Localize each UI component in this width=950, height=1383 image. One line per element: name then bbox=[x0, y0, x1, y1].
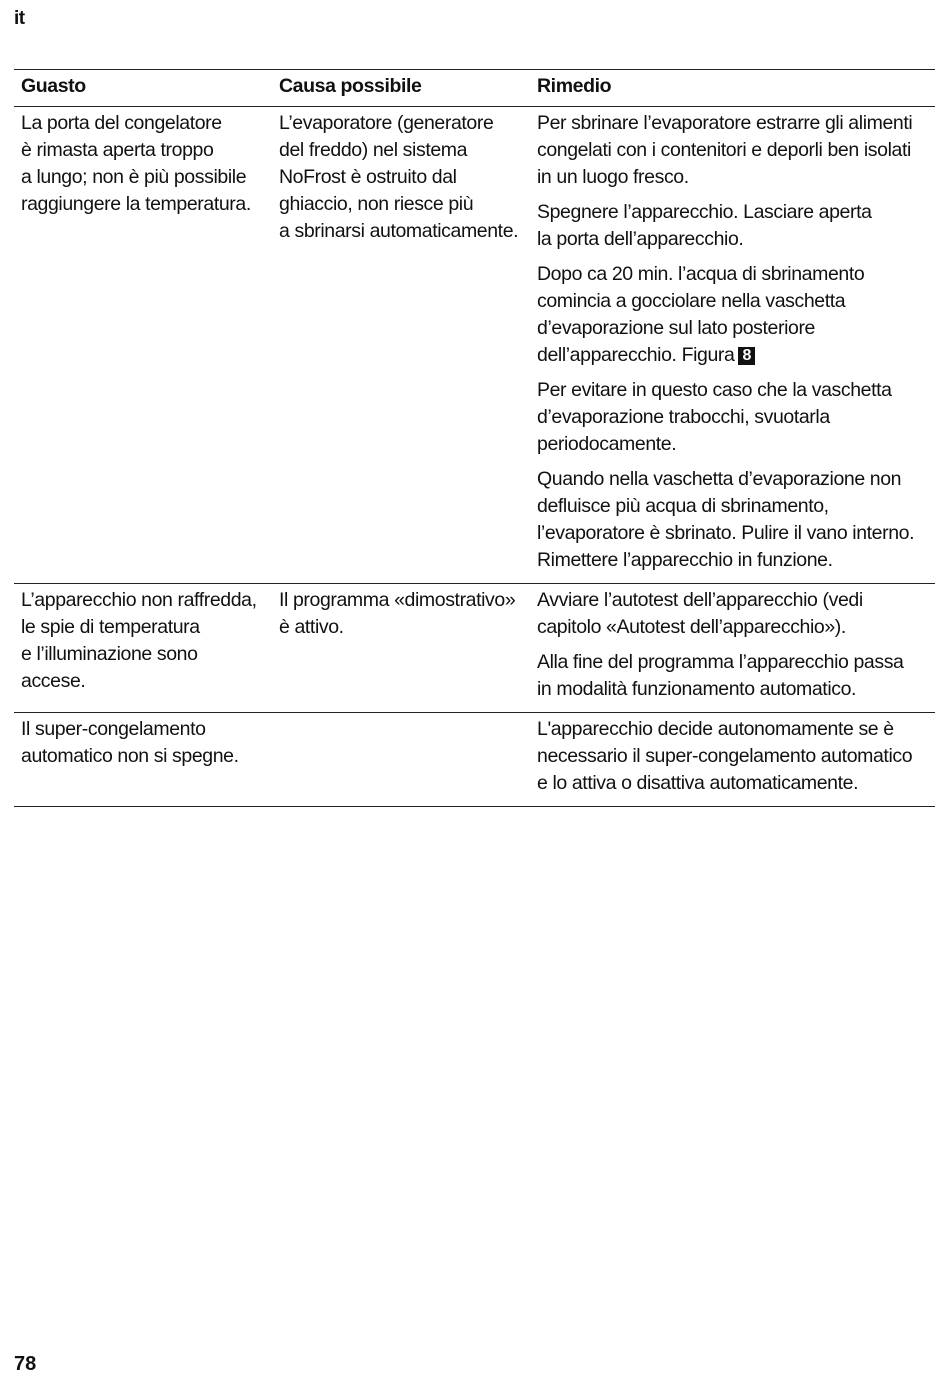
remedy-paragraph: Per sbrinare l’evaporatore estrarre gli alimenti congelati con i contenitori e deporli ben isolati in un luogo fresco. bbox=[537, 112, 913, 188]
remedy-paragraph: L'apparecchio decide autonomamente se è necessario il super-congelamento automatico e lo attiva o disattiva automaticamente. bbox=[537, 718, 913, 794]
fault-cell bbox=[14, 713, 272, 807]
table-row bbox=[14, 584, 935, 713]
column-header-remedy: Rimedio bbox=[537, 75, 612, 97]
remedy-paragraph: Avviare l’autotest dell’apparecchio (vedi capitolo «Autotest dell’apparecchio»). bbox=[537, 589, 863, 638]
cause-text: L’evaporatore (generatore del freddo) nel sistema NoFrost è ostruito dal ghiaccio, non riesce più a sbrinarsi automaticamente. bbox=[279, 112, 519, 242]
language-tag: it bbox=[14, 8, 25, 29]
column-header-cause: Causa possibile bbox=[279, 75, 422, 97]
cause-cell bbox=[272, 107, 530, 584]
troubleshooting-table bbox=[14, 69, 935, 807]
figure-reference-badge: 8 bbox=[738, 347, 755, 365]
remedy-cell bbox=[530, 713, 935, 807]
remedy-paragraph-with-figure bbox=[537, 261, 929, 369]
remedy-paragraph: Quando nella vaschetta d’evaporazione non defluisce più acqua di sbrinamento, l’evaporatore è sbrinato. Pulire il vano interno. Rimettere l’apparecchio in funzione. bbox=[537, 468, 915, 571]
fault-cell bbox=[14, 584, 272, 713]
page-number: 78 bbox=[14, 1353, 37, 1375]
remedy-paragraph: Spegnere l’apparecchio. Lasciare aperta la porta dell’apparecchio. bbox=[537, 201, 872, 250]
fault-text: L’apparecchio non raffredda, le spie di temperatura e l’illuminazione sono accese. bbox=[21, 589, 257, 692]
cause-text: Il programma «dimostrativo» è attivo. bbox=[279, 589, 516, 638]
fault-cell bbox=[14, 107, 272, 584]
remedy-paragraph: Alla fine del programma l’apparecchio passa in modalità funzionamento automatico. bbox=[537, 651, 904, 700]
remedy-cell bbox=[530, 584, 935, 713]
remedy-paragraph-text: Dopo ca 20 min. l’acqua di sbrinamento comincia a gocciolare nella vaschetta d’evaporazione sul lato posteriore dell’apparecchio. Figura bbox=[537, 263, 865, 366]
table-row bbox=[14, 713, 935, 807]
cause-cell bbox=[272, 584, 530, 713]
remedy-paragraph: Per evitare in questo caso che la vaschetta d’evaporazione trabocchi, svuotarla periodocamente. bbox=[537, 379, 892, 455]
table-row bbox=[14, 107, 935, 584]
remedy-cell bbox=[530, 107, 935, 584]
table-header-row bbox=[14, 70, 935, 107]
fault-text: La porta del congelatore è rimasta aperta troppo a lungo; non è più possibile raggiungere la temperatura. bbox=[21, 112, 251, 215]
fault-text: Il super-congelamento automatico non si spegne. bbox=[21, 718, 239, 767]
column-header-fault: Guasto bbox=[21, 75, 86, 97]
cause-cell bbox=[272, 713, 530, 807]
